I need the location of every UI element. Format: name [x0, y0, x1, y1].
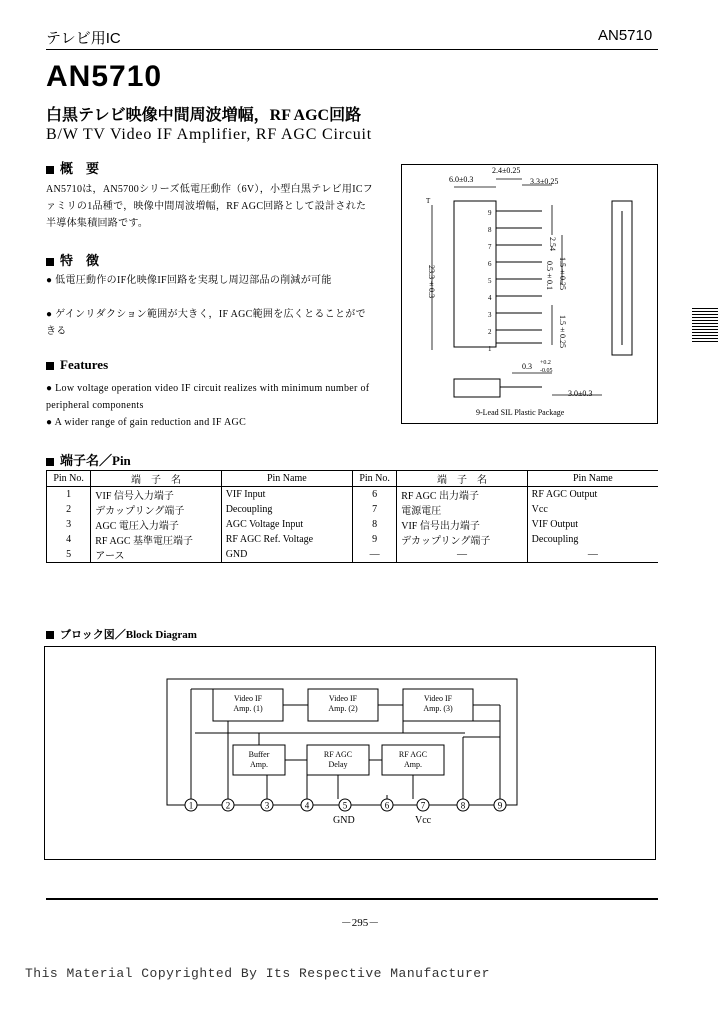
header-rule [46, 49, 658, 50]
pin-no-cell: 7 [352, 502, 396, 517]
features-jp-item-1: ● 低電圧動作のIF化映像IF回路を実現し周辺部品の削減が可能 [46, 275, 332, 286]
package-pin-number: 7 [488, 243, 492, 251]
dim-gap: 1.5±0.25 [558, 257, 567, 290]
pin-no-cell: 6 [352, 487, 396, 503]
table-row [47, 517, 659, 532]
package-drawing [402, 165, 657, 423]
package-pin-number: 6 [488, 260, 492, 268]
jp-name-cell: VIF 信号出力端子 [397, 517, 527, 532]
pin-number: 2 [225, 800, 231, 811]
pin-number: 4 [304, 800, 310, 811]
features-jp-item-2: ● ゲインリダクション範囲が大きく，IF AGC範囲を広くとることができる [46, 309, 366, 337]
pin-name-cell: VIF Input [221, 487, 352, 503]
col-pin-name-2: Pin Name [527, 471, 658, 487]
pin-number: 3 [264, 800, 270, 811]
block-diagram-heading: ブロック図／Block Diagram [46, 626, 197, 642]
col-pin-no-2: Pin No. [352, 471, 396, 487]
package-pin-number: 8 [488, 226, 492, 234]
package-top-mark: T [426, 197, 431, 205]
pin-table-header-row [47, 471, 659, 487]
pin-name-cell: RF AGC Ref. Voltage [221, 532, 352, 547]
header-part-no: AN5710 [598, 27, 653, 44]
vcc-label: Vcc [415, 815, 432, 826]
jp-name-cell: AGC 電圧入力端子 [91, 517, 221, 532]
page-number: －295－ [340, 917, 380, 929]
dim-lead-width: 2.4±0.25 [492, 166, 521, 175]
package-leads [496, 211, 542, 343]
jp-name-cell: デカップリング端子 [91, 502, 221, 517]
pin-no-cell: 4 [47, 532, 91, 547]
dim-bottom-depth: 3.0±0.3 [568, 389, 593, 398]
col-pin-no: Pin No. [47, 471, 91, 487]
pin-number: 7 [420, 800, 426, 811]
pin-name-cell: Decoupling [527, 532, 658, 547]
dim-tol-minus: -0.05 [540, 368, 553, 374]
pin-name-cell: — [527, 547, 658, 562]
table-row [47, 502, 659, 517]
dim-lead-length: 3.3±0.25 [530, 177, 559, 186]
pin-no-cell: 9 [352, 532, 396, 547]
pin-no-cell: 2 [47, 502, 91, 517]
package-caption: 9-Lead SIL Plastic Package [476, 408, 565, 417]
dim-tol-plus: +0.2 [540, 360, 551, 366]
copyright-notice: This Material Copyrighted By Its Respective Manufacturer [25, 966, 490, 981]
pin-number: 8 [460, 800, 466, 811]
jp-name-cell: アース [91, 547, 221, 562]
vif3-label: Video IF Amp. (3) [423, 694, 453, 713]
dim-lead-thick: 0.5±0.1 [545, 261, 554, 290]
overview-heading: 概 要 [46, 158, 99, 177]
dim-bottom-lead: 0.3 [522, 362, 532, 371]
dim-pitch: 2.54 [548, 237, 557, 251]
package-pin-number: 2 [488, 328, 492, 336]
dim-total-length: 23.3±0.3 [427, 265, 436, 298]
rfdelay-label: RF AGC Delay [323, 750, 353, 769]
table-row [47, 487, 659, 503]
pin-no-cell: — [352, 547, 396, 562]
package-pin-numbers [488, 205, 492, 358]
jp-name-cell: VIF 信号入力端子 [91, 487, 221, 503]
jp-name-cell: — [397, 547, 527, 562]
pin-name-cell: RF AGC Output [527, 487, 658, 503]
gnd-label: GND [333, 815, 355, 826]
pin-name-cell: AGC Voltage Input [221, 517, 352, 532]
pin-name-cell: GND [221, 547, 352, 562]
footer-rule [46, 898, 658, 900]
table-row [47, 547, 659, 562]
dim-lower-gap: 1.5±0.25 [558, 315, 567, 348]
col-pin-name: Pin Name [221, 471, 352, 487]
pin-number: 9 [497, 800, 503, 811]
package-pin-number: 3 [488, 311, 492, 319]
pin-no-cell: 5 [47, 547, 91, 562]
package-pin-number: 9 [488, 209, 492, 217]
pin-no-cell: 3 [47, 517, 91, 532]
vif2-label: Video IF Amp. (2) [328, 694, 358, 713]
features-en-item-1: ● Low voltage operation video IF circuit realizes with minimum number of peripheral components [46, 383, 370, 411]
features-en-heading: Features [46, 357, 108, 373]
package-bottom-view [454, 379, 500, 397]
margin-index-mark [692, 308, 718, 344]
pin-table-wrap [46, 470, 658, 563]
pin-name-cell: Vcc [527, 502, 658, 517]
jp-name-cell: デカップリング端子 [397, 532, 527, 547]
package-figure [401, 164, 658, 424]
vif1-label: Video IF Amp. (1) [233, 694, 263, 713]
pin-name-cell: VIF Output [527, 517, 658, 532]
jp-name-cell: 電源電圧 [397, 502, 527, 517]
block-diagram-frame [44, 646, 656, 860]
jp-name-cell: RF AGC 基準電圧端子 [91, 532, 221, 547]
pin-no-cell: 1 [47, 487, 91, 503]
jp-name-cell: RF AGC 出力端子 [397, 487, 527, 503]
col-jp-name-2: 端 子 名 [397, 471, 527, 487]
pin-number: 1 [188, 800, 194, 811]
pin-no-cell: 8 [352, 517, 396, 532]
table-row [47, 532, 659, 547]
pin-table [46, 471, 658, 562]
pin-name-cell: Decoupling [221, 502, 352, 517]
pin-number: 6 [384, 800, 390, 811]
buffer-label: Buffer Amp. [248, 750, 270, 769]
pin-number: 5 [342, 800, 348, 811]
features-jp-heading: 特 徴 [46, 250, 99, 269]
pin-table-heading: 端子名／Pin [46, 450, 131, 469]
header-category: テレビ用IC [46, 30, 121, 47]
package-pin-number: 1 [488, 345, 492, 353]
col-jp-name: 端 子 名 [91, 471, 221, 487]
package-pin-number: 5 [488, 277, 492, 285]
title-jp: 白黒テレビ映像中間周波増幅，RF AGC回路 [46, 107, 362, 124]
title-en: B/W TV Video IF Amplifier, RF AGC Circuit [46, 126, 373, 143]
features-en-item-2: ● A wider range of gain reduction and IF AGC [46, 417, 247, 428]
title-part: AN5710 [46, 60, 163, 93]
dim-body-width: 6.0±0.3 [449, 175, 474, 184]
package-pin-number: 4 [488, 294, 492, 302]
rfamp-label: RF AGC Amp. [398, 750, 428, 769]
overview-text: AN5710は，AN5700シリーズ低電圧動作（6V），小型白黒テレビ用ICファミリの1品種で，映像中間周波増幅，RF AGC回路として設計された半導体集積回路です。 [46, 184, 374, 229]
